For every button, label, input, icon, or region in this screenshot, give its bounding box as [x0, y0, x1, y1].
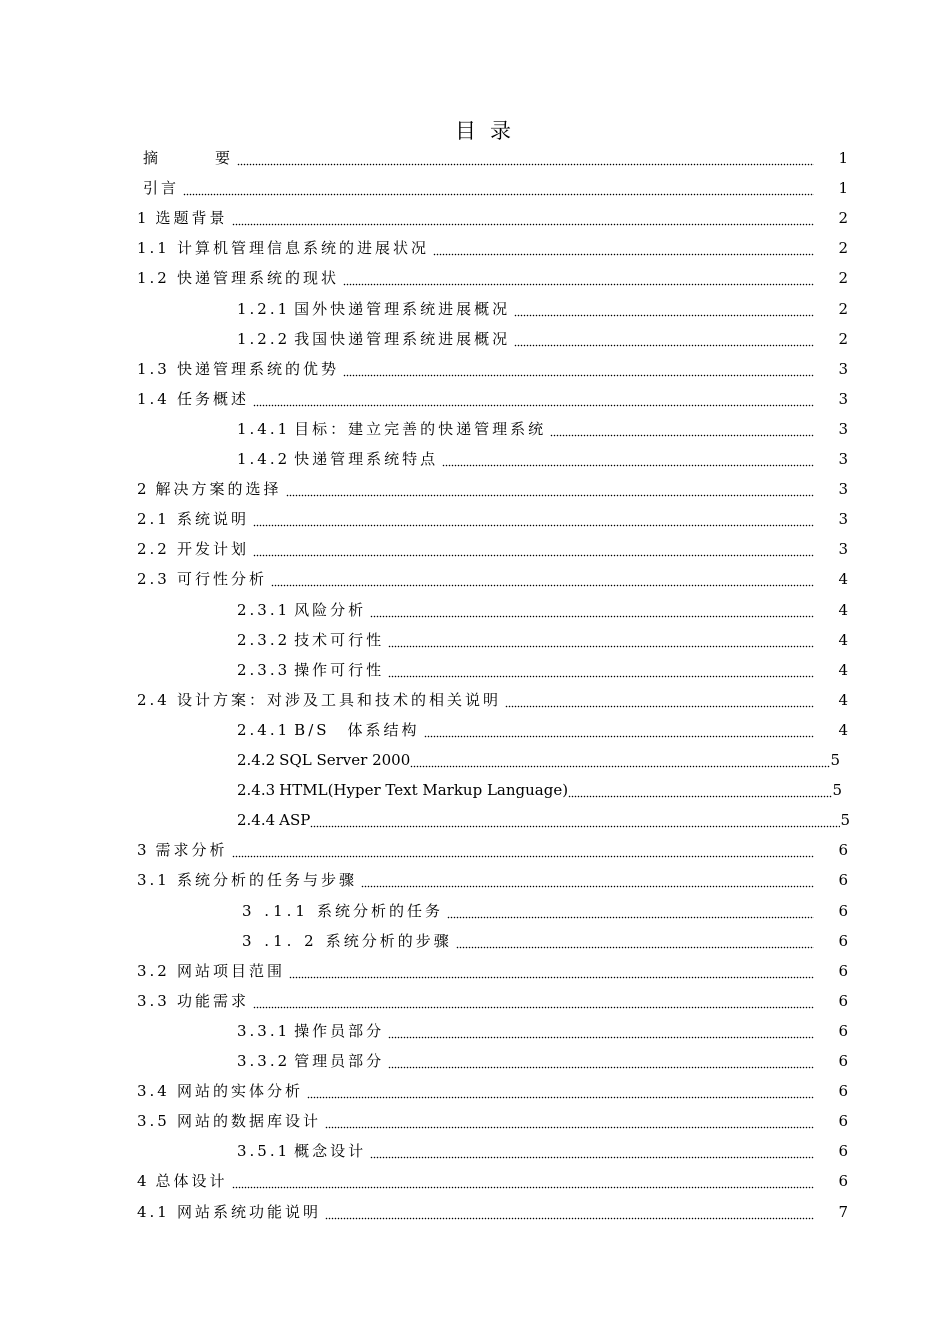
toc-leader-dots — [253, 504, 814, 534]
toc-entry-number: 3.4 — [137, 1082, 170, 1101]
toc-leader-dots — [388, 1046, 814, 1076]
toc-entry-title: 风险分析 — [294, 600, 367, 619]
toc-entry-page: 6 — [838, 991, 848, 1010]
toc-entry[interactable] — [237, 1016, 848, 1046]
toc-leader-dots — [325, 1197, 814, 1227]
toc-entry-title: 任务概述 — [177, 389, 250, 408]
toc-leader-dots — [237, 143, 814, 173]
toc-entry-page: 4 — [838, 600, 848, 619]
toc-entry-title: 操作员部分 — [294, 1021, 385, 1040]
toc-entry[interactable] — [237, 1136, 848, 1166]
toc-entry-number: 4.1 — [137, 1202, 170, 1221]
toc-entry-number: 4 — [137, 1172, 150, 1191]
toc-entry[interactable] — [237, 414, 848, 444]
toc-entry-number: 2.3.2 — [237, 630, 291, 649]
toc-entry-title: 快递管理系统的现状 — [177, 269, 340, 288]
toc-entry[interactable] — [237, 444, 848, 474]
toc-entry-number: 3.2 — [137, 961, 170, 980]
toc-entry[interactable] — [237, 294, 848, 324]
toc-entry-page: 4 — [838, 690, 848, 709]
toc-leader-dots — [550, 414, 814, 444]
toc-entry-title: 系统分析的任务 — [316, 901, 443, 920]
toc-entry-number: 1.2 — [137, 269, 170, 288]
toc-entry-title: 可行性分析 — [177, 570, 268, 589]
toc-entry[interactable] — [237, 625, 848, 655]
toc-entry-number: 2.4.2 — [237, 751, 276, 769]
toc-entry-title: 网站的实体分析 — [177, 1082, 304, 1101]
toc-leader-dots — [388, 1016, 814, 1046]
toc-entry[interactable] — [137, 143, 848, 173]
toc-entry-page: 3 — [838, 359, 848, 378]
toc-entry[interactable] — [237, 775, 842, 805]
toc-entry-number: 2.1 — [137, 510, 170, 529]
toc-entry[interactable] — [137, 865, 848, 895]
toc-entry[interactable] — [137, 986, 848, 1016]
toc-leader-dots — [289, 956, 814, 986]
toc-entry-number: 2.4 — [137, 690, 170, 709]
toc-leader-dots — [325, 1106, 814, 1136]
toc-entry-page: 2 — [838, 209, 848, 228]
toc-entry-number: 3.1 — [137, 871, 170, 890]
toc-entry[interactable] — [137, 1106, 848, 1136]
toc-leader-dots — [183, 173, 814, 203]
toc-leader-dots — [447, 896, 814, 926]
toc-leader-dots — [253, 534, 814, 564]
toc-entry[interactable] — [137, 263, 848, 293]
toc-entry-number: 2.4.1 — [237, 720, 291, 739]
toc-entry-number: 1 — [137, 209, 150, 228]
toc-entry-page: 3 — [838, 480, 848, 499]
toc-entry[interactable] — [137, 956, 848, 986]
toc-entry[interactable] — [237, 324, 848, 354]
toc-leader-dots — [442, 444, 814, 474]
toc-entry-number: 2.3.1 — [237, 600, 291, 619]
toc-leader-dots — [456, 926, 814, 956]
toc-entry[interactable] — [237, 595, 848, 625]
toc-entry-page: 2 — [838, 329, 848, 348]
toc-entry-page: 6 — [838, 1172, 848, 1191]
toc-entry[interactable] — [137, 504, 848, 534]
toc-entry[interactable] — [237, 745, 840, 775]
toc-entry-title: 需求分析 — [155, 841, 228, 860]
toc-entry-number: 3 .1.1 — [242, 901, 309, 920]
toc-entry-title: HTML(Hyper Text Markup Language) — [279, 781, 569, 800]
toc-entry-number: 1.3 — [137, 359, 170, 378]
toc-entry[interactable] — [137, 1197, 848, 1227]
toc-leader-dots — [388, 655, 814, 685]
toc-entry-title: 解决方案的选择 — [155, 480, 282, 499]
toc-leader-dots — [232, 203, 814, 233]
toc-entry[interactable] — [242, 896, 848, 926]
toc-leader-dots — [388, 625, 814, 655]
toc-entry-page: 5 — [830, 751, 840, 769]
toc-entry-page: 6 — [838, 1082, 848, 1101]
toc-entry[interactable] — [137, 534, 848, 564]
toc-entry-number: 3 .1. 2 — [242, 931, 318, 950]
toc-leader-dots — [343, 263, 814, 293]
toc-entry-page: 6 — [838, 871, 848, 890]
toc-entry-number: 1.2.1 — [237, 299, 291, 318]
toc-leader-dots — [310, 805, 840, 835]
toc-entry-title: 快递管理系统的优势 — [177, 359, 340, 378]
toc-leader-dots — [568, 775, 832, 805]
toc-leader-dots — [514, 294, 814, 324]
toc-leader-dots — [424, 715, 814, 745]
toc-entry-page: 2 — [838, 269, 848, 288]
toc-entry-page: 3 — [838, 510, 848, 529]
toc-leader-dots — [361, 865, 814, 895]
toc-entry-number: 3.3.2 — [237, 1052, 291, 1070]
toc-entry[interactable] — [237, 655, 848, 685]
toc-leader-dots — [232, 835, 814, 865]
toc-entry[interactable] — [137, 173, 848, 203]
toc-entry-number: 3.5.1 — [237, 1142, 291, 1161]
toc-entry-page: 4 — [838, 720, 848, 739]
toc-entry-title: 计算机管理信息系统的进展状况 — [177, 239, 430, 258]
toc-entry-number: 2.3.3 — [237, 660, 291, 679]
toc-entry-page: 6 — [838, 961, 848, 980]
toc-entry-title: 系统分析的任务与步骤 — [177, 871, 358, 890]
toc-entry-page: 4 — [838, 630, 848, 649]
toc-entry[interactable] — [137, 203, 848, 233]
toc-entry-page: 5 — [840, 811, 850, 830]
toc-entry-title: 国外快递管理系统进展概况 — [294, 299, 511, 318]
toc-entry-title: 系统分析的步骤 — [325, 931, 452, 950]
toc-entry-title: 引言 — [143, 179, 180, 198]
toc-entry-number: 1.1 — [137, 239, 170, 258]
toc-entry-number: 1.4.1 — [237, 419, 291, 438]
toc-entry-title: 总体设计 — [155, 1172, 228, 1191]
toc-entry-page: 2 — [838, 239, 848, 258]
toc-entry[interactable] — [242, 926, 848, 956]
toc-leader-dots — [505, 685, 814, 715]
toc-entry-title: 操作可行性 — [294, 660, 385, 679]
toc-entry-page: 6 — [838, 931, 848, 950]
toc-leader-dots — [253, 384, 814, 414]
toc-entry-title: 网站项目范围 — [177, 961, 286, 980]
toc-entry-title: 网站的数据库设计 — [177, 1112, 322, 1131]
toc-entry-title: 我国快递管理系统进展概况 — [294, 329, 511, 348]
toc-entry-title: 网站系统功能说明 — [177, 1202, 322, 1221]
toc-entry-number: 2.2 — [137, 540, 170, 559]
toc-entry-page: 3 — [838, 389, 848, 408]
toc-leader-dots — [253, 986, 814, 1016]
toc-entry-page: 1 — [838, 149, 848, 167]
toc-entry[interactable] — [137, 1076, 848, 1106]
toc-leader-dots — [410, 745, 830, 775]
toc-entry[interactable] — [137, 1166, 848, 1196]
toc-entry[interactable] — [137, 564, 848, 594]
toc-entry-page: 6 — [838, 901, 848, 920]
toc-entry[interactable] — [137, 685, 848, 715]
toc-entry-number: 2.3 — [137, 570, 170, 589]
toc-entry-title: 技术可行性 — [294, 630, 385, 649]
toc-leader-dots — [232, 1166, 814, 1196]
toc-entry-title: 设计方案：对涉及工具和技术的相关说明 — [177, 690, 502, 709]
toc-entry-title: 选题背景 — [155, 209, 228, 228]
toc-entry-page: 6 — [838, 1021, 848, 1040]
toc-entry-number: 1.4 — [137, 389, 170, 408]
toc-entry-page: 5 — [832, 781, 842, 800]
toc-entry-page: 6 — [838, 1112, 848, 1131]
toc-entry[interactable] — [137, 474, 848, 504]
toc-leader-dots — [370, 1136, 814, 1166]
toc-entry-number: 2.4.3 — [237, 781, 276, 800]
toc-leader-dots — [307, 1076, 814, 1106]
toc-entry-number: 3.5 — [137, 1112, 170, 1131]
toc-entry-title: 概念设计 — [294, 1142, 367, 1161]
toc-entry-title: ASP — [279, 811, 311, 830]
toc-entry[interactable] — [237, 1046, 848, 1076]
toc-leader-dots — [271, 564, 814, 594]
toc-entry-page: 6 — [838, 1052, 848, 1070]
toc-entry-page: 1 — [838, 179, 848, 198]
toc-entry-page: 4 — [838, 660, 848, 679]
toc-entry-number: 1.4.2 — [237, 450, 291, 468]
toc-entry[interactable] — [137, 835, 848, 865]
toc-entry-number: 3.3.1 — [237, 1021, 291, 1040]
toc-leader-dots — [343, 354, 814, 384]
toc-entry-title: SQL Server 2000 — [279, 751, 411, 769]
toc-leader-dots — [286, 474, 814, 504]
toc-entry-title: B/S 体系结构 — [294, 720, 420, 739]
toc-entry-number: 3.3 — [137, 991, 170, 1010]
toc-entry-page: 6 — [838, 1142, 848, 1161]
toc-leader-dots — [370, 595, 814, 625]
toc-entry-page: 2 — [838, 299, 848, 318]
toc-entry[interactable] — [137, 354, 848, 384]
toc-entry-title: 快递管理系统特点 — [294, 450, 439, 468]
toc-entry-page: 3 — [838, 540, 848, 559]
toc-leader-dots — [433, 233, 814, 263]
toc-entry[interactable] — [237, 715, 848, 745]
toc-entry-title: 功能需求 — [177, 991, 250, 1010]
toc-title: 目录 — [455, 119, 525, 143]
toc-leader-dots — [514, 324, 814, 354]
toc-entry[interactable] — [137, 384, 848, 414]
toc-entry-title: 系统说明 — [177, 510, 250, 529]
toc-entry-page: 3 — [838, 450, 848, 468]
toc-entry-page: 6 — [838, 841, 848, 860]
toc-entry-page: 4 — [838, 570, 848, 589]
toc-entry-number: 2 — [137, 480, 150, 499]
toc-entry-number: 3 — [137, 841, 150, 860]
toc-entry-number: 2.4.4 — [237, 811, 276, 830]
toc-entry-title: 摘 要 — [143, 149, 234, 167]
toc-entry-page: 7 — [838, 1202, 848, 1221]
toc-entry-title: 开发计划 — [177, 540, 250, 559]
toc-entry-number: 1.2.2 — [237, 329, 291, 348]
toc-entry[interactable] — [137, 233, 848, 263]
toc-entry-page: 3 — [838, 419, 848, 438]
toc-entry-title: 管理员部分 — [294, 1052, 385, 1070]
toc-entry-title: 目标：建立完善的快递管理系统 — [294, 419, 547, 438]
toc-entry[interactable] — [237, 805, 850, 835]
